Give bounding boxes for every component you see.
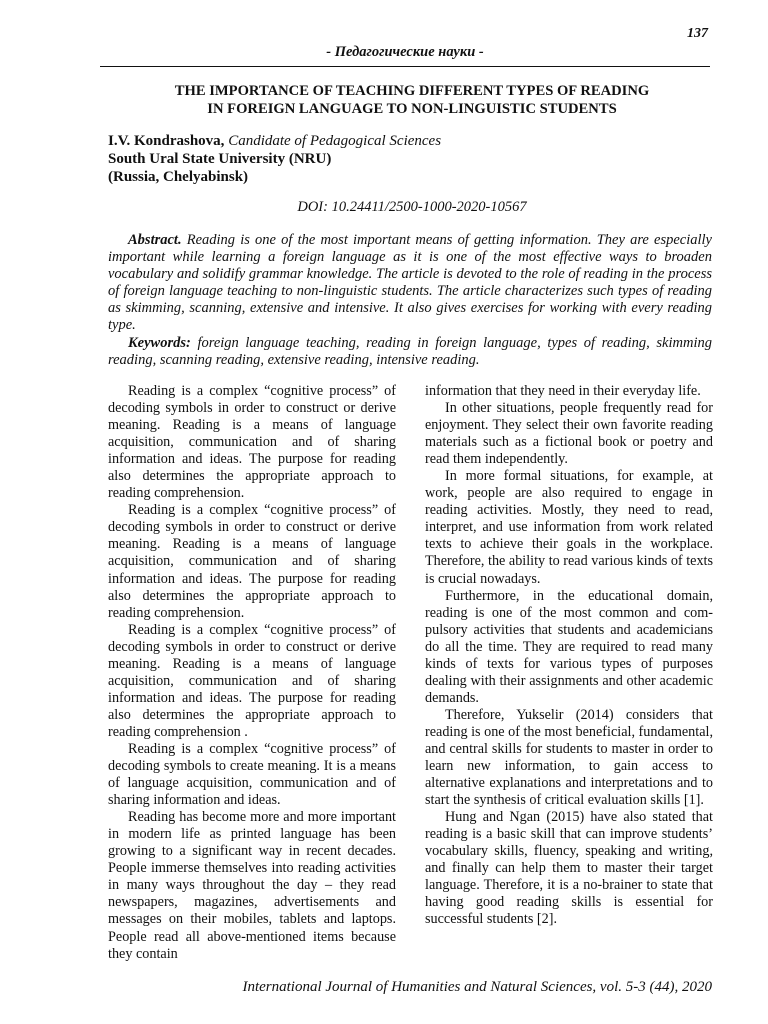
author-affiliation: South Ural State University (NRU) [108,151,332,167]
keywords-label: Keywords: [128,334,191,351]
keywords-text: foreign language teaching, reading in foreign language, types of reading, skimming reading, scanning reading, extensive reading, intensive reading. [108,334,712,368]
body-paragraph: Reading is a complex “cognitive process” of decoding symbols in order to construct or derive meaning. Reading is a means of language acquisition, communication and of sharing information and ideas. The purpose for reading also determines the appropriate approach to reading comprehension . [108,621,396,740]
body-column-right [425,383,713,929]
header-divider [100,66,710,67]
journal-footer: International Journal of Humanities and Natural Sciences, vol. 5-3 (44), 2020 [242,979,712,995]
body-paragraph: Therefore, Yukselir (2014) considers that reading is one of the most beneficial, fundamental, and central skills for students to master in order to learn new information, to gain access to alternative explanations and interpretations and to start the synthesis of critical evaluation skills [1]. [425,706,713,809]
author-degree: Candidate of Pedagogical Sciences [224,133,442,149]
author-name: I.V. Kondrashova, [108,133,225,149]
article-title [100,82,724,118]
body-paragraph: Furthermore, in the educational domain, reading is one of the most common and compulsory activities that students and academicians do all the time. They are required to read many kinds of texts for various types of purposes dealing with their assignments and other academic demands. [425,587,713,706]
abstract [108,232,712,335]
author-block [108,132,441,186]
abstract-label: Abstract. [128,232,182,248]
body-paragraph-continuation: information that they need in their everyday life. [425,383,701,399]
body-paragraph: Hung and Ngan (2015) have also stated that reading is a basic skill that can improve students’ vocabulary skills, fluency, speaking and writing, and finally can help them to master their target language. Therefore, it is a no-brainer to state that having good reading skills is essential for successful students [2]. [425,809,713,928]
doi: DOI: 10.24411/2500-1000-2020-10567 [297,199,527,215]
body-paragraph: Reading is a complex “cognitive process” of decoding symbols in order to construct or derive meaning. Reading is a means of language acquisition, communication and of sharing information and ideas. The purpose for reading also determines the appropriate approach to reading comprehension. [108,383,396,502]
article-title-line-1: THE IMPORTANCE OF TEACHING DIFFERENT TYPES OF READING [174,83,650,99]
abstract-block [108,232,712,369]
body-paragraph: Reading has become more and more important in modern life as printed language has been growing to a significant way in recent decades. People immerse themselves into reading activities in many ways throughout the day – they read newspapers, magazines, advertisements and messages on their mobiles, tablets and laptops. People read all above-mentioned items because they contain [108,809,396,962]
body-column-left [108,383,396,963]
keywords [108,335,712,369]
body-paragraph: In more formal situations, for example, at work, people are also required to engage in reading activities. Mostly, they need to read, interpret, and use information from work related texts to achieve their goals in the workplace. Therefore, the ability to read various kinds of texts is crucial nowadays. [425,468,713,587]
author-location: (Russia, Chelyabinsk) [108,169,249,185]
body-paragraph: Reading is a complex “cognitive process” of decoding symbols in order to construct or derive meaning. Reading is a means of language acquisition, communication and of sharing information and ideas. The purpose for reading also determines the appropriate approach to reading comprehension. [108,502,396,621]
section-header: - Педагогические науки - [326,44,484,60]
article-title-line-2: IN FOREIGN LANGUAGE TO NON-LINGUISTIC STUDENTS [207,101,617,117]
body-paragraph: In other situations, people frequently read for enjoyment. They select their own favorite reading materials such as a fictional book or poetry and read them independently. [425,400,713,468]
body-paragraph: Reading is a complex “cognitive process” of decoding symbols to create meaning. It is a means of language acquisition, communication and of sharing information and ideas. [108,740,396,809]
abstract-text: Reading is one of the most important means of getting information. They are especially important while learning a foreign language as it is one of the most effective ways to broaden vocabulary and solidify grammar knowledge. The article is devoted to the role of reading in the process of foreign language teaching to non-linguistic students. The article characterizes such types of reading as skimming, scanning, extensive and intensive. It also gives exercises for working with every reading type. [108,232,712,334]
page-number: 137 [687,26,708,41]
